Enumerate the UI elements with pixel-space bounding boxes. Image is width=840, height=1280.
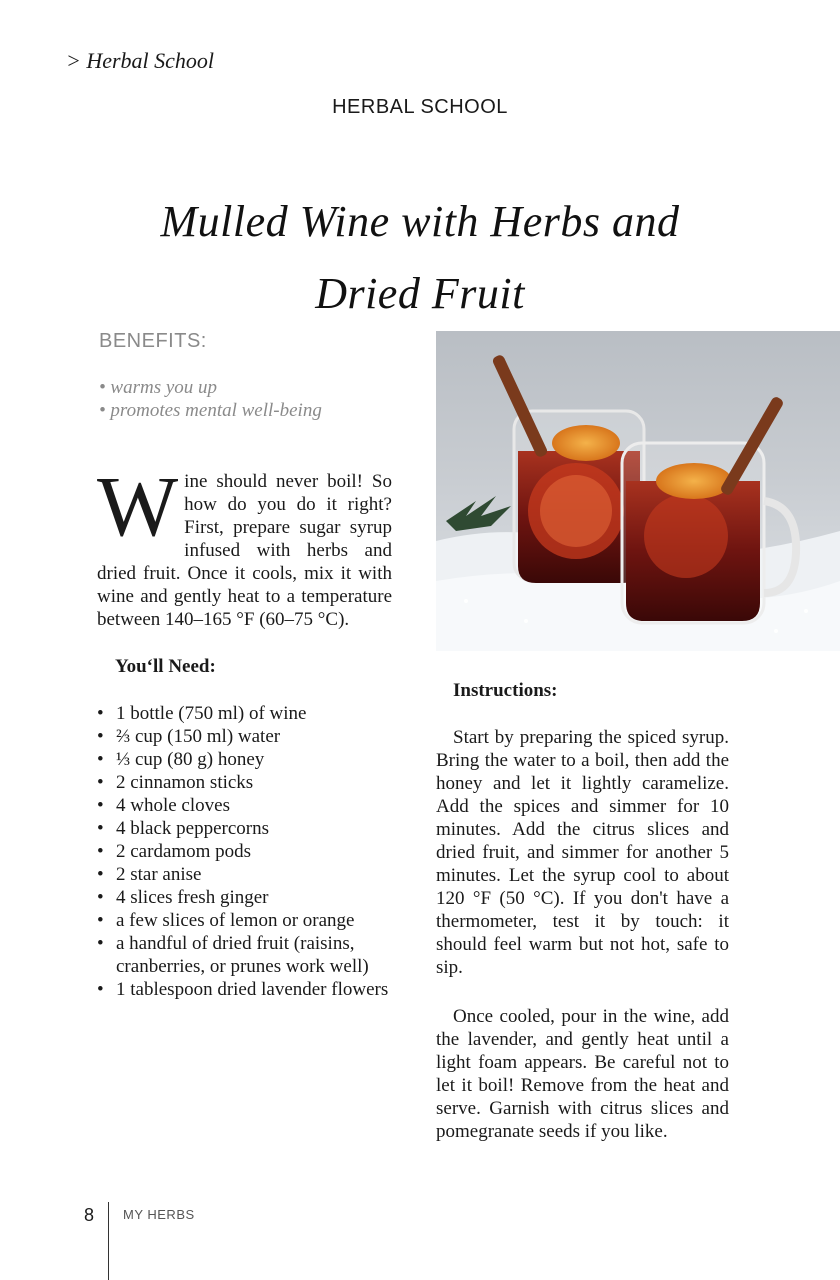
ingredient-item: • 4 slices fresh ginger [97,886,397,909]
mulled-wine-illustration [436,331,840,651]
ingredient-item: • 1 tablespoon dried lavender flowers [97,978,397,1001]
ingredient-item: • a handful of dried fruit (raisins, cranberries, or prunes work well) [97,932,397,978]
drop-cap: W [97,458,179,554]
recipe-title-line-1: Mulled Wine with Herbs and [160,197,680,246]
instructions-paragraph-2: Once cooled, pour in the wine, add the lavender, and gently heat until a light foam appears. Be careful not to let it boil! Remove from the heat and serve. Garnish with citrus slices and pomegranate seeds if you like. [436,1006,729,1142]
benefits-heading: BENEFITS: [99,330,207,352]
ingredient-item: • 2 cinnamon sticks [97,771,397,794]
breadcrumb: > Herbal School [66,48,215,73]
ingredient-item: • ⅔ cup (150 ml) water [97,725,397,748]
recipe-title-line-2: Dried Fruit [315,269,525,318]
ingredient-item: • a few slices of lemon or orange [97,909,397,932]
benefit-item: • promotes mental well-being [99,399,322,422]
ingredients-heading: You‘ll Need: [115,656,216,677]
benefits-list [99,376,322,422]
ingredient-item: • 2 star anise [97,863,397,886]
footer-divider [108,1202,109,1280]
intro-text: ine should never boil! So how do you do it right? First, prepare sugar syrup infused with herbs and dried fruit. Once it cools, mix it with wine and gently heat to a temperature between 140–165 °F (60–75 °C). [97,471,392,630]
ingredients-list [97,702,397,1001]
recipe-title [100,186,740,330]
mulled-wine-photo [436,331,840,651]
page-number: 8 [84,1205,95,1225]
section-title: HERBAL SCHOOL [332,96,508,118]
ingredient-item: • 2 cardamom pods [97,840,397,863]
intro-paragraph [97,458,392,631]
instructions-heading: Instructions: [453,680,558,701]
instructions-paragraph-1: Start by preparing the spiced syrup. Bring the water to a boil, then add the honey and let it lightly caramelize. Add the spices and simmer for 10 minutes. Add the citrus slices and dried fruit, and simmer for another 5 minutes. Let the syrup cool to about 120 °F (50 °C). If you don't have a thermometer, test it by touch: it should feel warm but not hot, safe to sip. [436,727,729,978]
ingredient-item: • ⅓ cup (80 g) honey [97,748,397,771]
ingredient-item: • 4 black peppercorns [97,817,397,840]
footer-label: MY HERBS [123,1207,195,1222]
ingredient-item: • 1 bottle (750 ml) of wine [97,702,397,725]
benefit-item: • warms you up [99,376,322,399]
ingredient-item: • 4 whole cloves [97,794,397,817]
